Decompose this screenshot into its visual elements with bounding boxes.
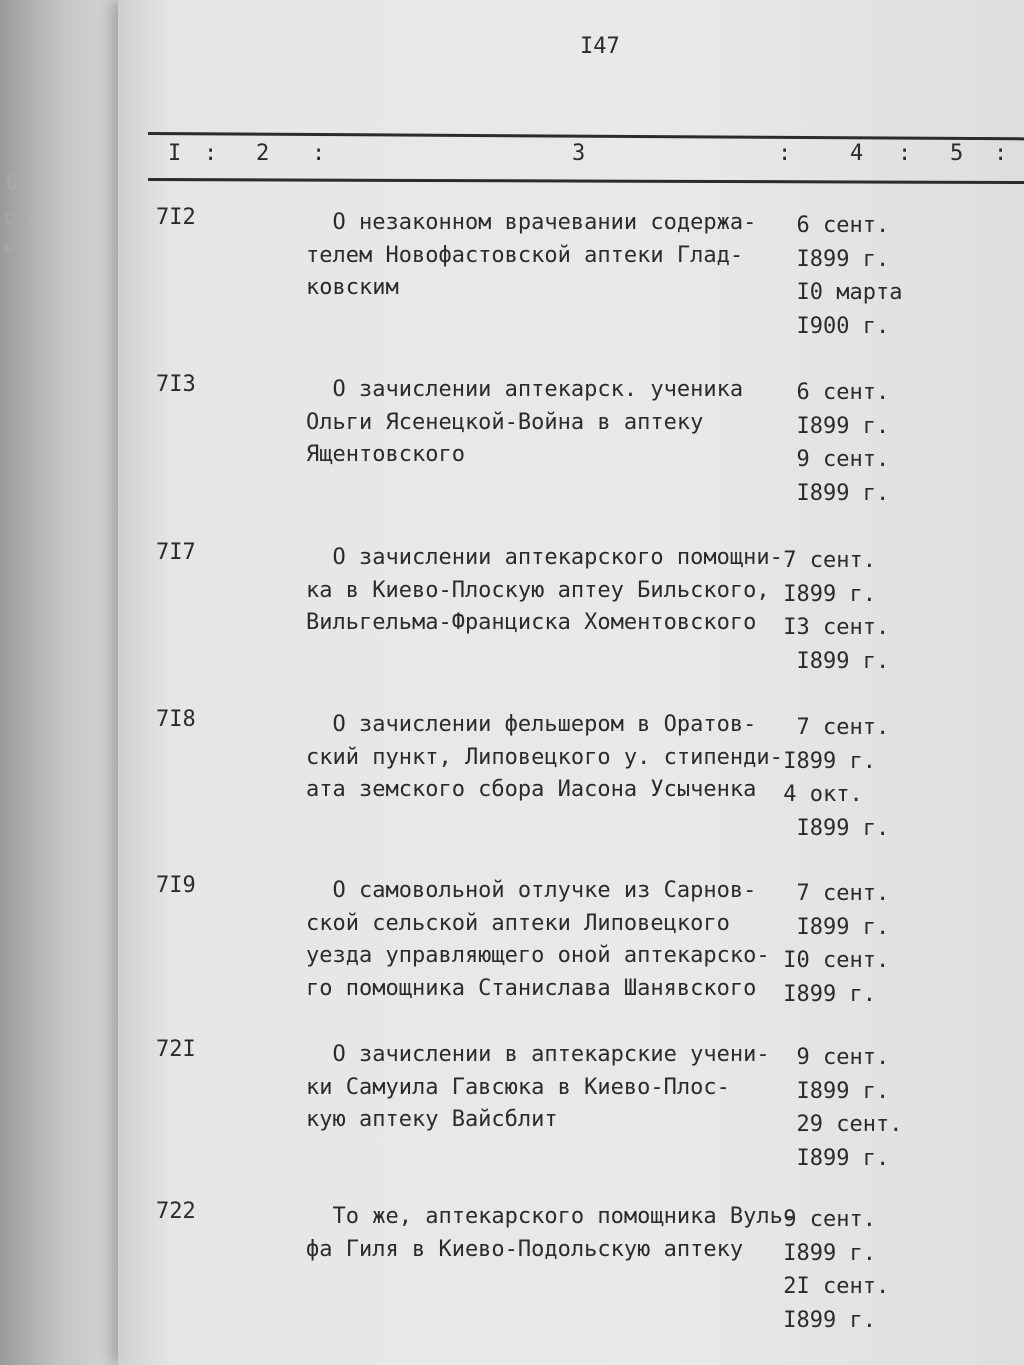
record-description (306, 875, 786, 1005)
date-line: I899 г. (770, 480, 890, 506)
description-line: Ящентовского (306, 442, 465, 467)
description-line: О зачислении аптекарского помощни- (306, 545, 783, 570)
date-line: I899 г. (770, 246, 890, 272)
date-line: 9 сент. (770, 1207, 876, 1232)
date-line: I3 сент. (770, 615, 890, 640)
record-number: 7I3 (156, 372, 196, 397)
date-line: 7 сент. (770, 881, 890, 906)
date-line: 4 окт. (770, 782, 863, 807)
description-line: ата земского сбора Иасона Усыченка (306, 777, 757, 802)
date-line: I899 г. (770, 413, 890, 439)
bleed-through-mark: 0 (6, 170, 19, 194)
date-line: 9 сент. (770, 1045, 890, 1070)
record-dates (770, 1041, 902, 1175)
description-line: О зачислении фельшером в Оратов- (306, 712, 757, 737)
date-line: 7 сент. (770, 715, 890, 740)
date-line: 9 сент. (770, 447, 890, 472)
description-line: ка в Киево-Плоскую аптеу Бильского, (306, 577, 770, 603)
description-line: То же, аптекарского помощника Вуль- (306, 1204, 797, 1229)
record-description (306, 374, 786, 472)
description-line: ки Самуила Гавсюка в Киево-Плос- (306, 1074, 730, 1100)
date-line: I0 сент. (770, 948, 890, 973)
record-dates (770, 209, 902, 343)
record-description (306, 1039, 786, 1137)
date-line: I899 г. (770, 581, 876, 607)
column-separator: : (312, 141, 326, 166)
description-line: Вильгельма-Франциска Хоментовского (306, 610, 757, 635)
record-number: 7I8 (156, 707, 196, 732)
date-line: 6 сент. (770, 213, 890, 238)
record-description (306, 709, 786, 807)
record-dates (770, 544, 889, 678)
description-line: кую аптеку Вайсблит (306, 1107, 558, 1132)
column-header-4: 4 (850, 141, 864, 166)
description-line: О самовольной отлучке из Сарнов- (306, 878, 757, 903)
date-line: 29 сент. (770, 1112, 903, 1137)
date-line: 6 сент. (770, 380, 890, 405)
record-description (306, 1201, 797, 1266)
description-line: ковским (306, 275, 399, 300)
date-line: I899 г. (770, 1240, 876, 1266)
column-separator: : (898, 141, 912, 166)
description-line: фа Гиля в Киево-Подольскую аптеку (306, 1236, 744, 1262)
description-line: уезда управляющего оной аптекарско- (306, 943, 770, 968)
record-dates (770, 376, 889, 510)
date-line: I899 г. (770, 981, 876, 1007)
record-description (306, 207, 786, 305)
column-header-2: 2 (256, 141, 270, 166)
record-number: 722 (156, 1199, 196, 1224)
date-line: I899 г. (770, 1307, 876, 1333)
bleed-through-mark: ы (4, 235, 17, 259)
description-line: Ольги Ясенецкой-Война в аптеку (306, 409, 704, 435)
description-line: О зачислении в аптекарские учени- (306, 1042, 770, 1067)
column-separator: : (994, 141, 1008, 166)
date-line: I899 г. (770, 815, 890, 841)
record-description (306, 542, 786, 640)
record-dates (770, 1203, 889, 1337)
record-number: 7I7 (156, 540, 196, 565)
record-dates (770, 877, 889, 1011)
column-header-3: 3 (572, 141, 586, 166)
record-number: 7I9 (156, 873, 196, 898)
date-line: I899 г. (770, 748, 876, 774)
date-line: I899 г. (770, 1145, 890, 1171)
date-line: I0 марта (770, 280, 903, 305)
column-header-1: I (168, 141, 182, 166)
description-line: го помощника Станислава Шанявского (306, 975, 757, 1001)
column-separator: : (778, 141, 792, 166)
column-separator: : (204, 141, 218, 166)
date-line: I899 г. (770, 1078, 890, 1104)
date-line: I899 г. (770, 914, 890, 940)
description-line: О незаконном врачевании содержа- (306, 210, 757, 235)
page-number: I47 (580, 34, 620, 59)
date-line: I900 г. (770, 313, 890, 339)
record-number: 72I (156, 1037, 196, 1062)
date-line: 7 сент. (770, 548, 876, 573)
record-dates (770, 711, 889, 845)
description-line: ской сельской аптеки Липовецкого (306, 910, 730, 936)
description-line: ский пункт, Липовецкого у. стипенди- (306, 744, 783, 770)
description-line: О зачислении аптекарск. ученика (306, 377, 744, 402)
date-line: 2I сент. (770, 1274, 890, 1299)
column-header-5: 5 (950, 141, 964, 166)
record-number: 7I2 (156, 205, 196, 230)
date-line: I899 г. (770, 648, 890, 674)
description-line: телем Новофастовской аптеки Глад- (306, 242, 744, 268)
bleed-through-mark: он (4, 205, 29, 229)
